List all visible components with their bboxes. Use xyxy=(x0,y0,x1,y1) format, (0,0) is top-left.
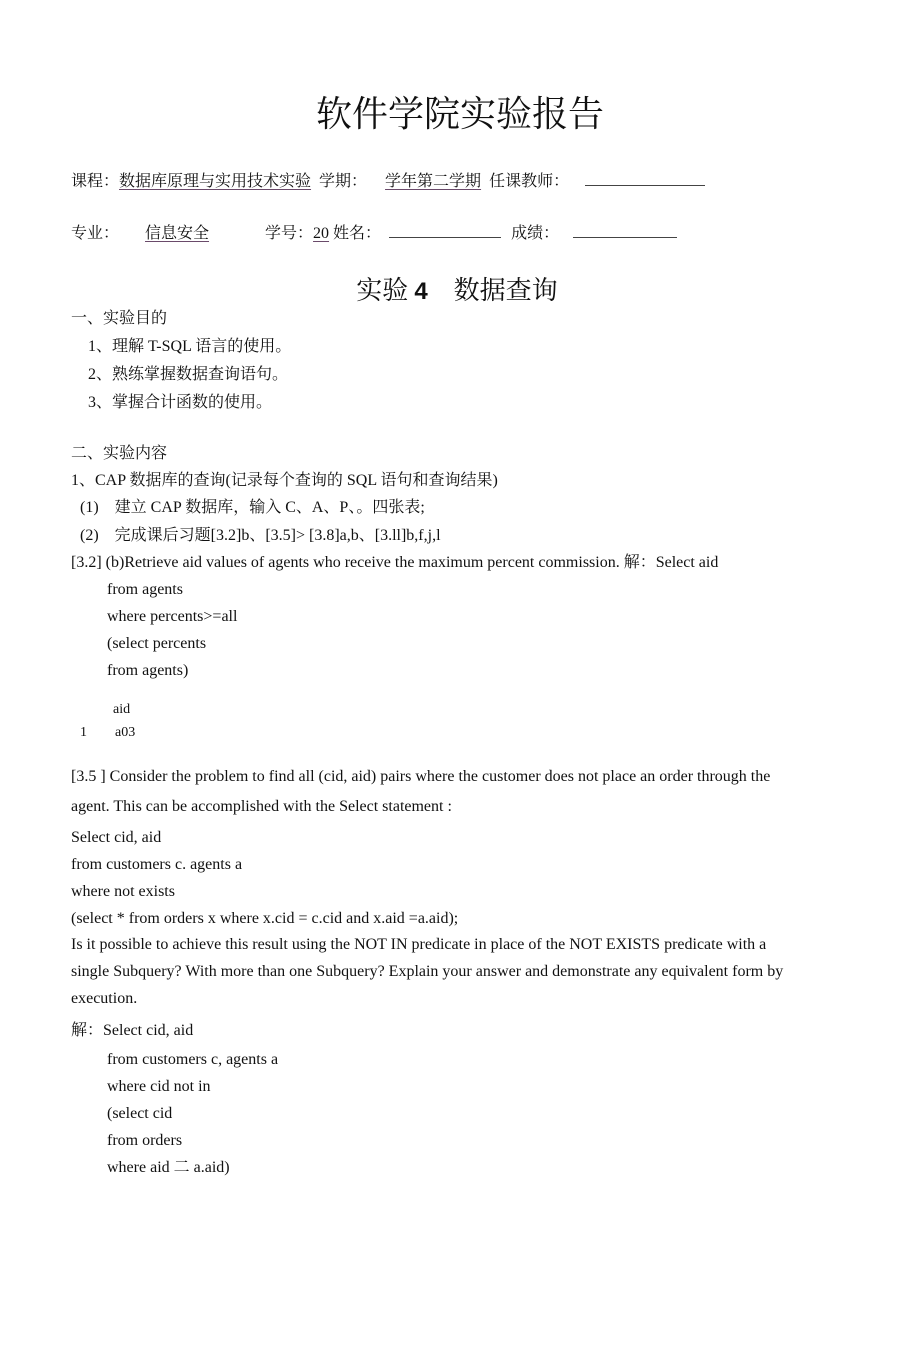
answer-line: 解：Select cid, aid xyxy=(71,1022,194,1039)
sql-line: (select percents xyxy=(107,635,207,652)
term-label: 学期： xyxy=(319,173,368,190)
objective-item: 3、掌握合计函数的使用。 xyxy=(88,394,273,411)
teacher-label: 任课教师： xyxy=(489,173,570,190)
objective-item: 2、熟练掌握数据查询语句。 xyxy=(88,366,289,383)
section2-heading: 二、实验内容 xyxy=(71,445,168,462)
content-subitem xyxy=(80,500,425,516)
experiment-number: 4 xyxy=(414,278,428,305)
answer-line: where aid 二 a.aid) xyxy=(107,1159,230,1176)
term-value: 学年第二学期 xyxy=(385,173,482,190)
q35-text: Is it possible to achieve this result using the NOT IN predicate in place of the NOT EXISTS predicate with a xyxy=(71,936,767,953)
id-label: 学号： xyxy=(265,225,314,242)
sql-line: Select cid, aid xyxy=(71,829,162,846)
major-label: 专业： xyxy=(71,225,120,242)
subitem-text: 建立 CAP 数据库，输入 C、A、P、。四张表; xyxy=(114,499,425,516)
q32-question: [3.2] (b)Retrieve aid values of agents who receive the maximum percent commission. 解：Select aid xyxy=(71,554,719,571)
experiment-prefix: 实验 xyxy=(356,276,409,305)
student-info-line xyxy=(71,223,677,242)
grade-blank[interactable] xyxy=(573,223,677,238)
experiment-name: 数据查询 xyxy=(453,276,558,305)
subitem-text: 完成课后习题[3.2]b、[3.5]> [3.8]a,b、[3.ll]b,f,j,l xyxy=(114,527,441,544)
result-row-value: a03 xyxy=(115,725,136,740)
sql-line: where not exists xyxy=(71,883,175,900)
answer-line: (select cid xyxy=(107,1105,173,1122)
report-title: 软件学院实验报告 xyxy=(315,94,604,134)
sql-line: from agents) xyxy=(107,662,189,679)
objective-item: 1、理解 T-SQL 语言的使用。 xyxy=(88,338,292,355)
section1-heading: 一、实验目的 xyxy=(71,310,168,327)
q35-question: [3.5 ] Consider the problem to find all (cid, aid) pairs where the customer does not place an order through the xyxy=(71,768,771,785)
course-value: 数据库原理与实用技术实验 xyxy=(119,173,312,190)
name-blank[interactable] xyxy=(389,223,501,238)
result-row-number: 1 xyxy=(80,725,87,740)
content-subitem xyxy=(80,528,441,544)
sql-line: (select * from orders x where x.cid = c.cid and x.aid =a.aid); xyxy=(71,910,459,927)
answer-line: from customers c, agents a xyxy=(107,1051,279,1068)
answer-line: from orders xyxy=(107,1132,183,1149)
grade-label: 成绩： xyxy=(511,225,560,242)
content-item: 1、CAP 数据库的查询(记录每个查询的 SQL 语句和查询结果) xyxy=(71,472,498,489)
course-label: 课程： xyxy=(71,173,120,190)
major-value: 信息安全 xyxy=(145,225,210,242)
q35-question: agent. This can be accomplished with the Select statement : xyxy=(71,798,452,815)
result-header: aid xyxy=(113,702,131,717)
name-label: 姓名： xyxy=(333,225,382,242)
answer-line: where cid not in xyxy=(107,1078,211,1095)
subitem-number: (1) xyxy=(80,499,99,516)
teacher-blank[interactable] xyxy=(585,171,705,186)
q35-text: execution. xyxy=(71,990,138,1007)
sql-line: from customers c. agents a xyxy=(71,856,243,873)
q35-text: single Subquery? With more than one Subquery? Explain your answer and demonstrate any equivalent form by xyxy=(71,963,784,980)
sql-line: from agents xyxy=(107,581,183,598)
sql-line: where percents>=all xyxy=(107,608,238,625)
course-info-line xyxy=(71,171,705,190)
experiment-title xyxy=(0,278,914,304)
id-value: 20 xyxy=(313,225,330,242)
subitem-number: (2) xyxy=(80,527,99,544)
